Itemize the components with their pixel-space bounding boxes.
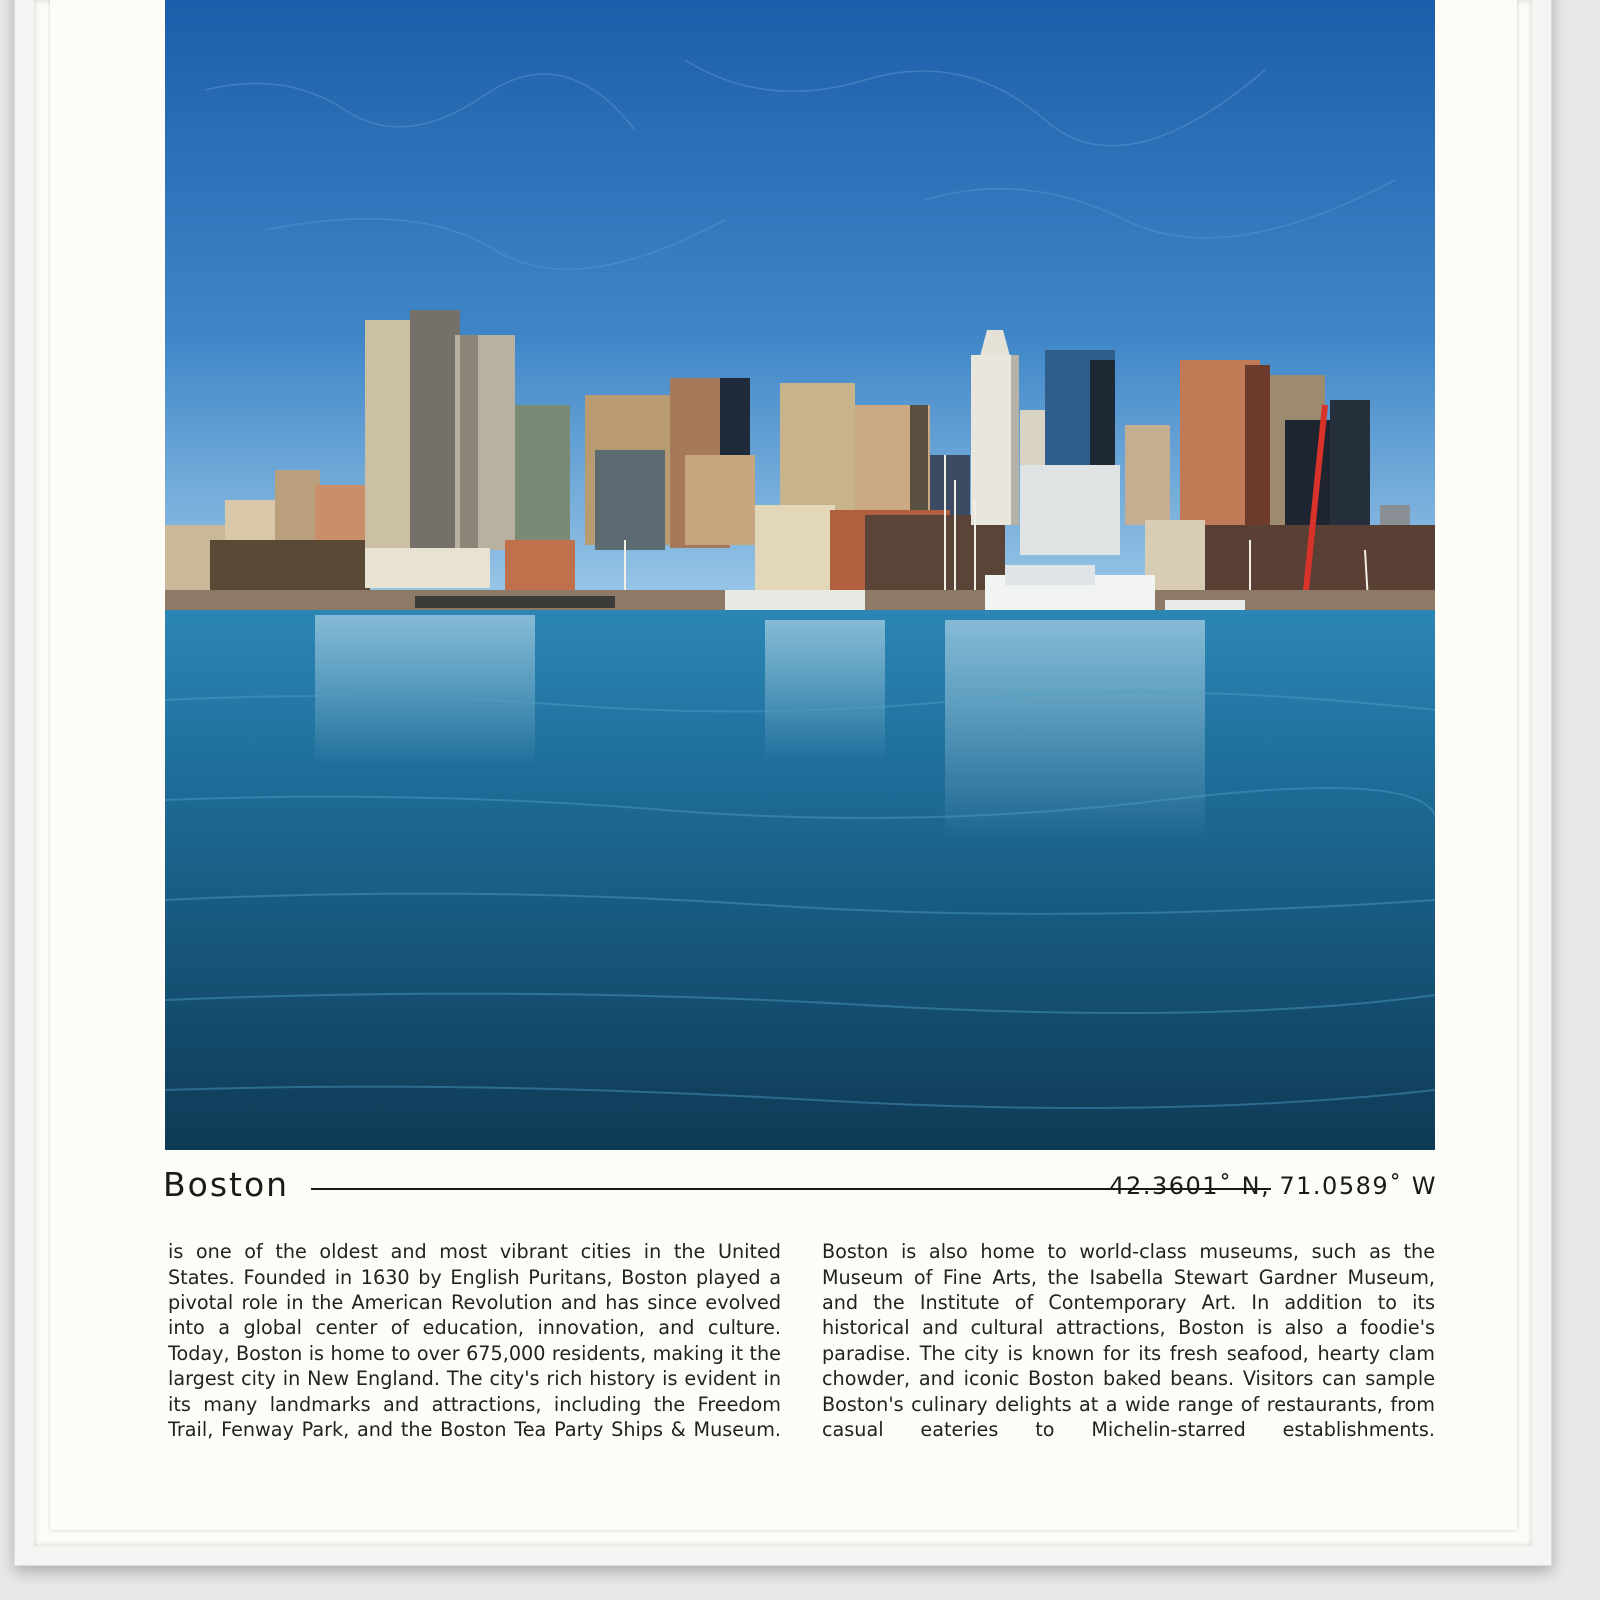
description-right-column: Boston is also home to world-class museums, such as the Museum of Fine Arts, the Isabella Stewart Gardner Museum, and the Institute of Contemporary Art. In addition to its historical and cultural attractions, Boston is also a foodie's paradise. The city is known for its fresh seafood, hearty clam chowder, and iconic Boston baked beans. Visitors can sample Boston's culinary delights at a wide range of restaurants, from casual eateries to Michelin-starred establishments.: [822, 1240, 1435, 1442]
title-row: [163, 1163, 1437, 1213]
longitude: 71.0589˚ W: [1279, 1172, 1437, 1200]
skyline-painting: [165, 0, 1435, 1150]
description-left-column: is one of the oldest and most vibrant cities in the United States. Founded in 1630 by English Puritans, Boston played a pivotal role in the American Revolution and has since evolved into a global center of education, innovation, and culture. Today, Boston is home to over 675,000 residents, making it the largest city in New England. The city's rich history is evident in its many landmarks and attractions, including the Freedom Trail, Fenway Park, and the Boston Tea Party Ships & Museum.: [168, 1240, 781, 1442]
latitude: 42.3601˚ N,: [1109, 1172, 1271, 1200]
city-title: Boston: [163, 1165, 290, 1204]
coordinates: [1109, 1169, 1437, 1203]
